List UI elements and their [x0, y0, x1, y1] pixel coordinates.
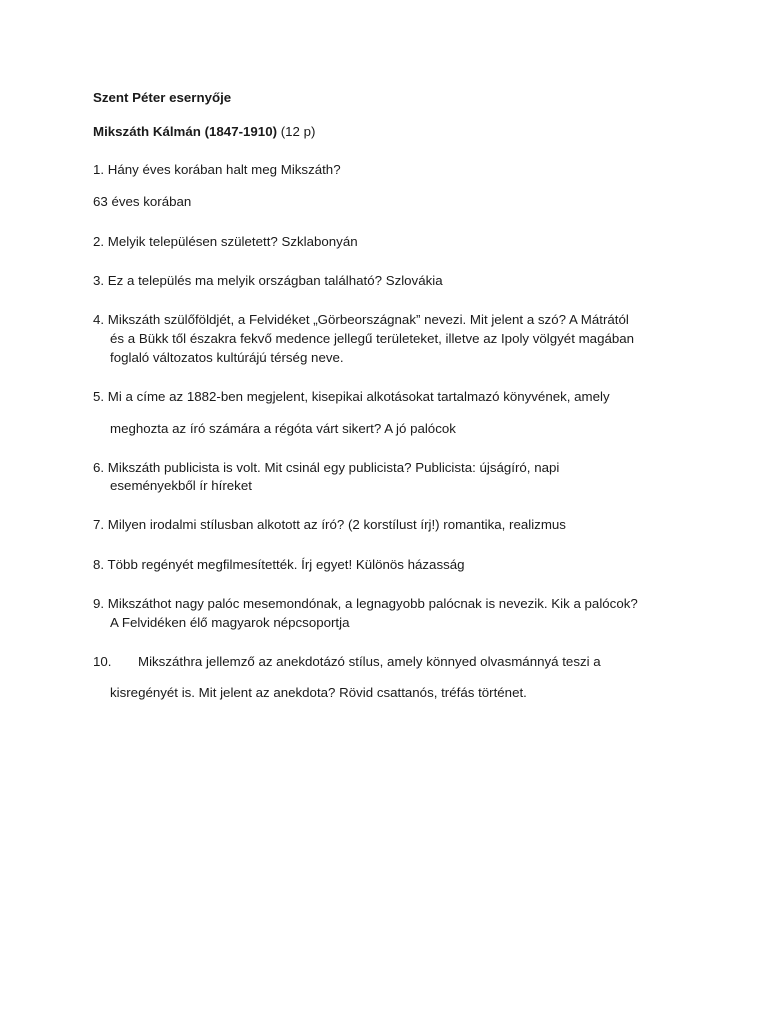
- question-3: 3. Ez a település ma melyik országban található? Szlovákia: [93, 273, 443, 288]
- question-10-text: Mikszáthra jellemző az anekdotázó stílus, amely könnyed olvasmánnyá teszi a: [138, 654, 601, 669]
- question-7: 7. Milyen irodalmi stílusban alkotott az író? (2 korstílust írj!) romantika, realizmus: [93, 517, 566, 532]
- question-9-line-1: 9. Mikszáthot nagy palóc mesemondónak, a legnagyobb palócnak is nevezik. Kik a palócok?: [93, 596, 638, 611]
- question-5-line-2: meghozta az író számára a régóta várt sikert? A jó palócok: [110, 421, 456, 436]
- document-title: Szent Péter esernyője: [93, 90, 232, 105]
- question-4-line-2: és a Bükk től északra fekvő medence jellegű területeket, illetve az Ipoly völgyét magában: [110, 331, 635, 346]
- question-6-line-1: 6. Mikszáth publicista is volt. Mit csinál egy publicista? Publicista: újságíró, napi: [93, 460, 560, 475]
- question-2: 2. Melyik településen született? Szklabonyán: [93, 234, 358, 249]
- question-6-line-2: eseményekből ír híreket: [110, 478, 252, 493]
- question-4-line-3: foglaló változatos kultúrájú térség neve.: [110, 350, 344, 365]
- question-10-line-1: [93, 652, 601, 671]
- question-5-line-1: 5. Mi a címe az 1882-ben megjelent, kisepikai alkotásokat tartalmazó könyvének, amely: [93, 389, 610, 404]
- points: (12 p): [280, 124, 316, 139]
- question-1: 1. Hány éves korában halt meg Mikszáth?: [93, 162, 341, 177]
- question-9-line-2: A Felvidéken élő magyarok népcsoportja: [110, 615, 350, 630]
- answer-1: 63 éves korában: [93, 194, 192, 209]
- question-10-line-2: kisregényét is. Mit jelent az anekdota? Rövid csattanós, tréfás történet.: [110, 685, 527, 700]
- question-4-line-1: 4. Mikszáth szülőföldjét, a Felvidéket „Görbeországnak” nevezi. Mit jelent a szó? A Mátrától: [93, 312, 629, 327]
- question-8: 8. Több regényét megfilmesítették. Írj egyet! Különös házasság: [93, 557, 465, 572]
- author-name: Mikszáth Kálmán (1847-1910): [93, 124, 278, 139]
- author-line: [93, 122, 315, 141]
- question-10-number: 10.: [93, 654, 112, 669]
